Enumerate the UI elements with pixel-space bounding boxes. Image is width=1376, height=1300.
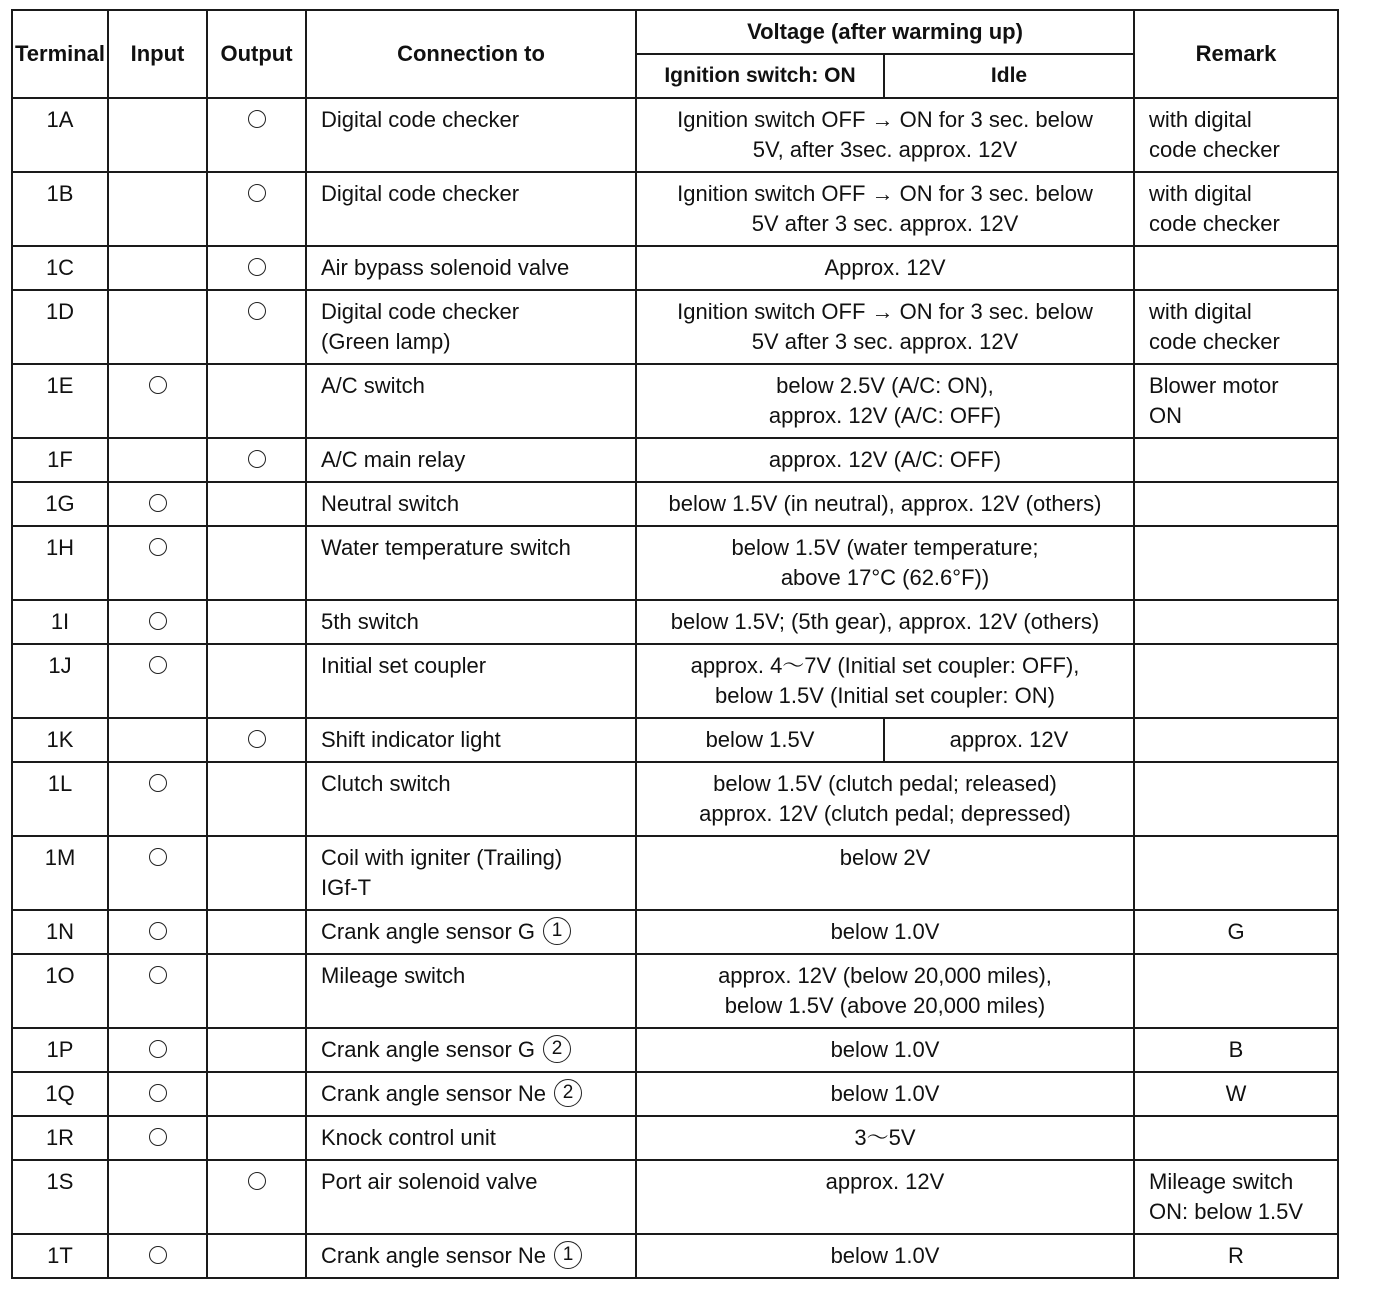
output-cell xyxy=(207,526,306,600)
table-row xyxy=(12,910,1338,954)
voltage-text: 5V after 3 sec. approx. 12V xyxy=(751,329,1019,354)
remark-text: code checker xyxy=(1149,329,1280,354)
input-mark-icon xyxy=(149,774,167,792)
input-cell xyxy=(108,246,207,290)
connection-label: Coil with igniter (Trailing) xyxy=(321,845,563,870)
output-cell xyxy=(207,246,306,290)
table-row xyxy=(12,762,1338,836)
connection-text xyxy=(321,489,635,519)
terminal-cell: 1M xyxy=(12,836,108,910)
output-cell xyxy=(207,954,306,1028)
remark-cell xyxy=(1134,98,1338,172)
connection-text xyxy=(321,1079,635,1109)
input-cell xyxy=(108,1028,207,1072)
output-mark-icon xyxy=(248,302,266,320)
remark-cell xyxy=(1134,718,1338,762)
voltage-text: approx. 12V xyxy=(825,1169,945,1194)
output-cell xyxy=(207,1160,306,1234)
terminal-cell: 1E xyxy=(12,364,108,438)
connection-cell xyxy=(306,438,636,482)
voltage-idle-cell: approx. 12V xyxy=(884,718,1134,762)
connection-text xyxy=(321,873,635,903)
terminal-cell: 1Q xyxy=(12,1072,108,1116)
voltage-cell xyxy=(636,290,1134,364)
connection-label: Clutch switch xyxy=(321,771,451,796)
voltage-text: 5V after 3 sec. approx. 12V xyxy=(751,211,1019,236)
circled-number-icon: 1 xyxy=(543,917,571,945)
remark-cell xyxy=(1134,1116,1338,1160)
remark-text: R xyxy=(1228,1243,1244,1268)
voltage-text: below 1.5V (water temperature; xyxy=(731,535,1039,560)
voltage-cell xyxy=(636,1072,1134,1116)
header-idle: Idle xyxy=(884,54,1134,98)
connection-label: Digital code checker xyxy=(321,107,520,132)
connection-cell xyxy=(306,1160,636,1234)
output-cell xyxy=(207,718,306,762)
table-row xyxy=(12,246,1338,290)
voltage-text: approx. 4～7V (Initial set coupler: OFF), xyxy=(690,653,1080,678)
output-cell xyxy=(207,1234,306,1278)
connection-text xyxy=(321,961,635,991)
terminal-cell: 1S xyxy=(12,1160,108,1234)
connection-text xyxy=(321,1167,635,1197)
remark-cell xyxy=(1134,644,1338,718)
remark-cell xyxy=(1134,1072,1338,1116)
input-cell xyxy=(108,364,207,438)
voltage-cell xyxy=(636,600,1134,644)
voltage-cell xyxy=(636,1028,1134,1072)
header-connection: Connection to xyxy=(306,10,636,98)
connection-text xyxy=(321,725,635,755)
remark-cell xyxy=(1134,172,1338,246)
output-cell xyxy=(207,290,306,364)
output-cell xyxy=(207,172,306,246)
output-cell xyxy=(207,1028,306,1072)
connection-text xyxy=(321,1241,635,1271)
voltage-cell xyxy=(636,762,1134,836)
terminal-cell: 1B xyxy=(12,172,108,246)
header-voltage: Voltage (after warming up) xyxy=(636,10,1134,54)
table-row xyxy=(12,1160,1338,1234)
input-mark-icon xyxy=(149,494,167,512)
terminal-cell: 1J xyxy=(12,644,108,718)
input-cell xyxy=(108,1160,207,1234)
voltage-text: below 1.5V (above 20,000 miles) xyxy=(724,993,1046,1018)
connection-label: 5th switch xyxy=(321,609,419,634)
input-mark-icon xyxy=(149,848,167,866)
header-remark: Remark xyxy=(1134,10,1338,98)
terminal-table xyxy=(11,9,1339,1279)
terminal-cell: 1T xyxy=(12,1234,108,1278)
table-row xyxy=(12,1116,1338,1160)
output-cell xyxy=(207,364,306,438)
output-cell xyxy=(207,1116,306,1160)
input-mark-icon xyxy=(149,966,167,984)
input-cell xyxy=(108,910,207,954)
output-mark-icon xyxy=(248,450,266,468)
voltage-cell xyxy=(636,1116,1134,1160)
output-cell xyxy=(207,600,306,644)
connection-cell xyxy=(306,172,636,246)
header-ignition-on: Ignition switch: ON xyxy=(636,54,884,98)
connection-cell xyxy=(306,1116,636,1160)
input-mark-icon xyxy=(149,612,167,630)
voltage-cell xyxy=(636,954,1134,1028)
output-mark-icon xyxy=(248,730,266,748)
connection-text xyxy=(321,917,635,947)
connection-cell xyxy=(306,1234,636,1278)
table-body xyxy=(12,98,1338,1278)
connection-label: Crank angle sensor Ne xyxy=(321,1243,547,1268)
connection-label: Water temperature switch xyxy=(321,535,571,560)
connection-text xyxy=(321,179,635,209)
remark-cell xyxy=(1134,364,1338,438)
voltage-text: above 17°C (62.6°F)) xyxy=(780,565,990,590)
remark-text: W xyxy=(1225,1081,1247,1106)
voltage-text: below 2V xyxy=(839,845,931,870)
connection-label: Digital code checker xyxy=(321,181,520,206)
terminal-cell: 1F xyxy=(12,438,108,482)
voltage-text: below 1.5V (Initial set coupler: ON) xyxy=(715,683,1055,708)
connection-label: Crank angle sensor Ne xyxy=(321,1081,547,1106)
remark-text: with digital xyxy=(1149,299,1252,324)
output-cell xyxy=(207,836,306,910)
voltage-cell xyxy=(636,438,1134,482)
connection-text xyxy=(321,445,635,475)
terminal-cell: 1H xyxy=(12,526,108,600)
input-cell xyxy=(108,836,207,910)
remark-text: with digital xyxy=(1149,181,1252,206)
voltage-text: approx. 12V (below 20,000 miles), xyxy=(718,963,1052,988)
voltage-cell xyxy=(636,526,1134,600)
input-cell xyxy=(108,1116,207,1160)
table-row xyxy=(12,644,1338,718)
input-cell xyxy=(108,718,207,762)
voltage-text: approx. 12V (A/C: OFF) xyxy=(768,447,1002,472)
remark-cell xyxy=(1134,290,1338,364)
voltage-cell xyxy=(636,910,1134,954)
input-mark-icon xyxy=(149,1040,167,1058)
voltage-cell xyxy=(636,364,1134,438)
remark-text: code checker xyxy=(1149,137,1280,162)
voltage-text: Ignition switch OFF → ON for 3 sec. below xyxy=(677,181,1093,206)
terminal-cell: 1D xyxy=(12,290,108,364)
connection-text xyxy=(321,1035,635,1065)
connection-cell xyxy=(306,364,636,438)
remark-text: Mileage switch xyxy=(1149,1169,1294,1194)
connection-label: Air bypass solenoid valve xyxy=(321,255,570,280)
connection-label: A/C switch xyxy=(321,373,425,398)
connection-text xyxy=(321,253,635,283)
input-cell xyxy=(108,954,207,1028)
remark-cell xyxy=(1134,762,1338,836)
remark-cell xyxy=(1134,954,1338,1028)
voltage-text: below 1.5V; (5th gear), approx. 12V (others) xyxy=(670,609,1100,634)
connection-cell xyxy=(306,98,636,172)
output-mark-icon xyxy=(248,258,266,276)
voltage-cell xyxy=(636,98,1134,172)
connection-text xyxy=(321,843,635,873)
remark-cell xyxy=(1134,526,1338,600)
voltage-cell xyxy=(636,644,1134,718)
input-cell xyxy=(108,98,207,172)
remark-cell xyxy=(1134,246,1338,290)
connection-label: (Green lamp) xyxy=(321,329,451,354)
circled-number-icon: 1 xyxy=(554,1241,582,1269)
table-row xyxy=(12,600,1338,644)
remark-cell xyxy=(1134,1234,1338,1278)
remark-cell xyxy=(1134,1028,1338,1072)
table-row xyxy=(12,482,1338,526)
input-mark-icon xyxy=(149,538,167,556)
input-cell xyxy=(108,600,207,644)
output-cell xyxy=(207,762,306,836)
output-cell xyxy=(207,910,306,954)
table-row xyxy=(12,364,1338,438)
connection-text xyxy=(321,651,635,681)
remark-text: ON xyxy=(1149,403,1182,428)
input-mark-icon xyxy=(149,376,167,394)
table-row xyxy=(12,1072,1338,1116)
voltage-text: 5V, after 3sec. approx. 12V xyxy=(752,137,1018,162)
voltage-text: below 1.0V xyxy=(830,919,940,944)
remark-cell xyxy=(1134,482,1338,526)
table-row xyxy=(12,438,1338,482)
table-row xyxy=(12,954,1338,1028)
output-mark-icon xyxy=(248,110,266,128)
connection-cell xyxy=(306,1072,636,1116)
terminal-cell: 1P xyxy=(12,1028,108,1072)
input-mark-icon xyxy=(149,1128,167,1146)
connection-cell xyxy=(306,526,636,600)
connection-label: Port air solenoid valve xyxy=(321,1169,538,1194)
terminal-cell: 1A xyxy=(12,98,108,172)
output-cell xyxy=(207,1072,306,1116)
connection-label: Mileage switch xyxy=(321,963,466,988)
circled-number-icon: 2 xyxy=(554,1079,582,1107)
header-output: Output xyxy=(207,10,306,98)
connection-label: Initial set coupler xyxy=(321,653,487,678)
voltage-cell xyxy=(636,246,1134,290)
voltage-text: Ignition switch OFF → ON for 3 sec. below xyxy=(677,299,1093,324)
connection-label: Shift indicator light xyxy=(321,727,501,752)
terminal-cell: 1C xyxy=(12,246,108,290)
connection-text xyxy=(321,297,635,327)
input-cell xyxy=(108,1234,207,1278)
remark-cell xyxy=(1134,438,1338,482)
table-row xyxy=(12,172,1338,246)
connection-cell xyxy=(306,910,636,954)
terminal-cell: 1O xyxy=(12,954,108,1028)
voltage-cell xyxy=(636,1160,1134,1234)
table-row xyxy=(12,98,1338,172)
voltage-text: 3～5V xyxy=(854,1125,916,1150)
remark-text: with digital xyxy=(1149,107,1252,132)
input-cell xyxy=(108,172,207,246)
terminal-cell: 1K xyxy=(12,718,108,762)
input-cell xyxy=(108,526,207,600)
input-mark-icon xyxy=(149,1246,167,1264)
connection-cell xyxy=(306,762,636,836)
remark-text: Blower motor xyxy=(1149,373,1279,398)
connection-cell xyxy=(306,644,636,718)
output-cell xyxy=(207,98,306,172)
connection-text xyxy=(321,1123,635,1153)
voltage-text: below 1.5V (in neutral), approx. 12V (others) xyxy=(668,491,1102,516)
terminal-cell: 1R xyxy=(12,1116,108,1160)
voltage-text: Approx. 12V xyxy=(824,255,946,280)
connection-text xyxy=(321,769,635,799)
voltage-text: below 1.5V (clutch pedal; released) xyxy=(713,771,1057,796)
output-cell xyxy=(207,644,306,718)
remark-text: B xyxy=(1228,1037,1244,1062)
connection-cell xyxy=(306,246,636,290)
remark-text: ON: below 1.5V xyxy=(1149,1199,1304,1224)
voltage-text: below 2.5V (A/C: ON), xyxy=(776,373,994,398)
connection-label: IGf-T xyxy=(321,875,372,900)
terminal-cell: 1G xyxy=(12,482,108,526)
input-cell xyxy=(108,482,207,526)
table-row xyxy=(12,1028,1338,1072)
connection-label: A/C main relay xyxy=(321,447,466,472)
connection-label: Crank angle sensor G xyxy=(321,1037,535,1062)
voltage-text: approx. 12V (A/C: OFF) xyxy=(768,403,1002,428)
input-cell xyxy=(108,762,207,836)
connection-cell xyxy=(306,718,636,762)
terminal-cell: 1N xyxy=(12,910,108,954)
connection-label: Neutral switch xyxy=(321,491,460,516)
input-cell xyxy=(108,438,207,482)
voltage-text: below 1.0V xyxy=(830,1243,940,1268)
output-cell xyxy=(207,438,306,482)
connection-cell xyxy=(306,954,636,1028)
voltage-text: below 1.0V xyxy=(830,1037,940,1062)
input-mark-icon xyxy=(149,922,167,940)
output-mark-icon xyxy=(248,1172,266,1190)
connection-cell xyxy=(306,600,636,644)
connection-label: Knock control unit xyxy=(321,1125,496,1150)
output-cell xyxy=(207,482,306,526)
voltage-cell xyxy=(636,1234,1134,1278)
connection-cell xyxy=(306,836,636,910)
table-row xyxy=(12,290,1338,364)
connection-cell xyxy=(306,482,636,526)
voltage-cell xyxy=(636,836,1134,910)
input-cell xyxy=(108,644,207,718)
terminal-cell: 1L xyxy=(12,762,108,836)
voltage-cell xyxy=(636,482,1134,526)
voltage-ignition-on-cell: below 1.5V xyxy=(636,718,884,762)
remark-cell xyxy=(1134,836,1338,910)
circled-number-icon: 2 xyxy=(543,1035,571,1063)
voltage-text: below 1.0V xyxy=(830,1081,940,1106)
table-row xyxy=(12,526,1338,600)
table-row xyxy=(12,1234,1338,1278)
input-mark-icon xyxy=(149,1084,167,1102)
voltage-cell xyxy=(636,172,1134,246)
header-terminal: Terminal xyxy=(12,10,108,98)
connection-cell xyxy=(306,290,636,364)
input-cell xyxy=(108,1072,207,1116)
voltage-text: approx. 12V (clutch pedal; depressed) xyxy=(699,801,1071,826)
output-mark-icon xyxy=(248,184,266,202)
table-row xyxy=(12,836,1338,910)
connection-text xyxy=(321,607,635,637)
remark-cell xyxy=(1134,910,1338,954)
voltage-text: Ignition switch OFF → ON for 3 sec. below xyxy=(677,107,1093,132)
terminal-cell: 1I xyxy=(12,600,108,644)
connection-label: Crank angle sensor G xyxy=(321,919,535,944)
input-cell xyxy=(108,290,207,364)
connection-text xyxy=(321,371,635,401)
connection-text xyxy=(321,327,635,357)
connection-label: Digital code checker xyxy=(321,299,520,324)
table-row xyxy=(12,718,1338,762)
remark-text: code checker xyxy=(1149,211,1280,236)
input-mark-icon xyxy=(149,656,167,674)
connection-cell xyxy=(306,1028,636,1072)
remark-cell xyxy=(1134,600,1338,644)
header-input: Input xyxy=(108,10,207,98)
connection-text xyxy=(321,105,635,135)
remark-text: G xyxy=(1227,919,1245,944)
remark-cell xyxy=(1134,1160,1338,1234)
connection-text xyxy=(321,533,635,563)
